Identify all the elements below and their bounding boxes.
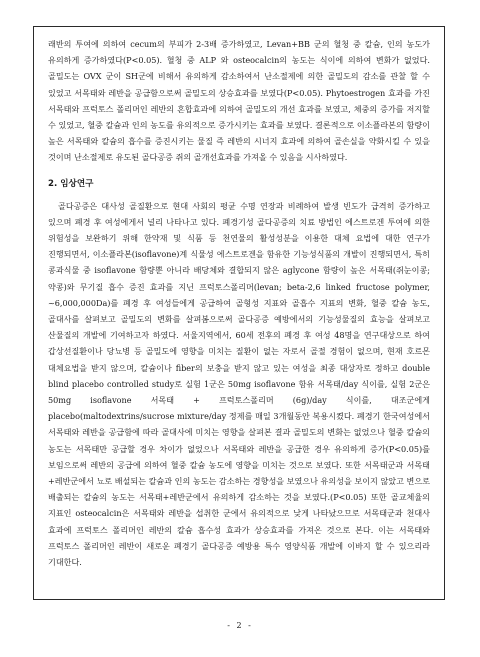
section-heading: 2. 임상연구 (48, 178, 94, 189)
results-paragraph: 래반의 투여에 의하여 cecum의 부피가 2-3배 증가하였고, Levan+BB 군의 혈청 중 칼슘, 인의 농도가 유의하게 증가하였다(P<0.05). 혈청 중 ALP 와 osteocalcin의 농도는 식이에 의하여 변화가 없었다. 골밀도는 OVX 군이 SH군에 비해서 유의하게 감소하여서 난소절제에 의한 골밀도의 감소를 관찰 할 수 있었고 서목태와 레반을 공급함으로써 골밀도의 상승효과를 보였다(P<0.05). Phytoestrogen 효과를 가진 서목태와 프럭토스 폴리머인 레반의 혼합효과에 의하여 골밀도의 개선 효과를 보였고, 체중의 증가를 저지할 수 있었고, 혈중 칼슘과 인의 농도를 유의적으로 증가시키는 효과를 보였다. 결론적으로 이소플라본의 함량이 높은 서목태와 칼슘의 흡수를 증진시키는 물질 즉 레반의 시너지 효과에 의하여 골손실을 약화시킬 수 있을 것이며 난소절제로 유도된 골다공증 쥐의 골개선효과를 가져올 수 있음을 시사하였다. (48, 39, 430, 163)
page-number: - 2 - (227, 621, 253, 630)
clinical-study-paragraph: 골다공증은 대사성 골질환으로 현대 사회의 평균 수명 연장과 비례하여 발생 빈도가 급격히 증가하고 있으며 폐경 후 여성에게서 널리 나타나고 있다. 폐경기성 골다공증의 치료 방법인 에스트로겐 투여에 의한 위험성을 보완하기 위해 한약재 및 식품 등 천연물의 활성성분을 이용한 대체 요법에 대한 연구가 진행되면서, 이소플라본(isoflavone)계 식물성 에스트로겐을 함유한 기능성식품의 개발이 진행되면서, 특히 콩과식물 중 isoflavone 함량뿐 아니라 배당체와 결합되지 않은 aglycone 함량이 높은 서목태(쥐눈이콩; 약콩)와 무기질 흡수 증진 효과를 지닌 프럭토스폴리머(levan; beta-2,6 linked fructose polymer, ~6,000,000Da)를 폐경 후 여성들에게 공급하여 골형성 지표와 골흡수 지표의 변화, 혈중 칼슘 농도, 골대사를 살펴보고 골밀도의 변화를 살펴봄으로써 골다공증 예방에서의 기능성물질의 효능을 살펴보고 산물질의 개발에 기여하고자 하였다. 서울지역에서, 60세 전후의 폐경 후 여성 48명을 연구대상으로 하여 갑상선질환이나 당뇨병 등 골밀도에 영향을 미치는 질환이 없는 자로서 골절 경험이 없으며, 현재 호르몬 대체요법을 받지 않으며, 칼슘이나 fiber의 보충을 받지 않고 있는 여성을 최종 대상자로 정하고 double blind placebo controlled study로 실험 1군은 50mg isoflavone 함유 서목태/day 식이를, 실험 2군은 50mg isoflavone 서목태 + 프럭토스폴리머 (6g)/day 식이를, 대조군에게 placebo(maltodextrins/sucrose mixture/day 정제를 매일 3개월동안 복용시켰다. 폐경기 한국여성에서 서목태와 레반을 공급함에 따라 골대사에 미치는 영향을 살펴본 결과 골밀도의 변화는 없었으나 혈중 칼슘의 농도는 서목태만 공급할 경우 차이가 없었으나 서목태와 레반을 공급한 경우 유의하게 증가(P<0.05)를 보임으로써 레반의 공급에 의하여 혈중 칼슘 농도에 영향을 미치는 것으로 보였다. 또한 서목태군과 서목태+레반군에서 뇨로 배설되는 칼슘과 인의 농도는 감소하는 경향성을 보였으나 유의성을 보이지 않았고 변으로 배출되는 칼슘의 농도는 서목태+레반군에서 유의하게 감소하는 것을 보였다.(P<0.05) 또한 골교체율의 지표인 osteocalcin은 서목태와 레반을 섭취한 군에서 유의적으로 낮게 나타났으므로 서목태군과 천대사 효과에 프럭토스 폴리머인 레반의 칼슘 흡수성 효과가 상승효과를 가져온 것으로 본다. 이는 서목태와 프럭토스 폴리머인 레반이 새로운 폐경기 골다공증 예방용 특수 영양식품 개발에 이바지 할 수 있으리라 기대한다. (48, 200, 430, 568)
page-content (48, 36, 430, 570)
